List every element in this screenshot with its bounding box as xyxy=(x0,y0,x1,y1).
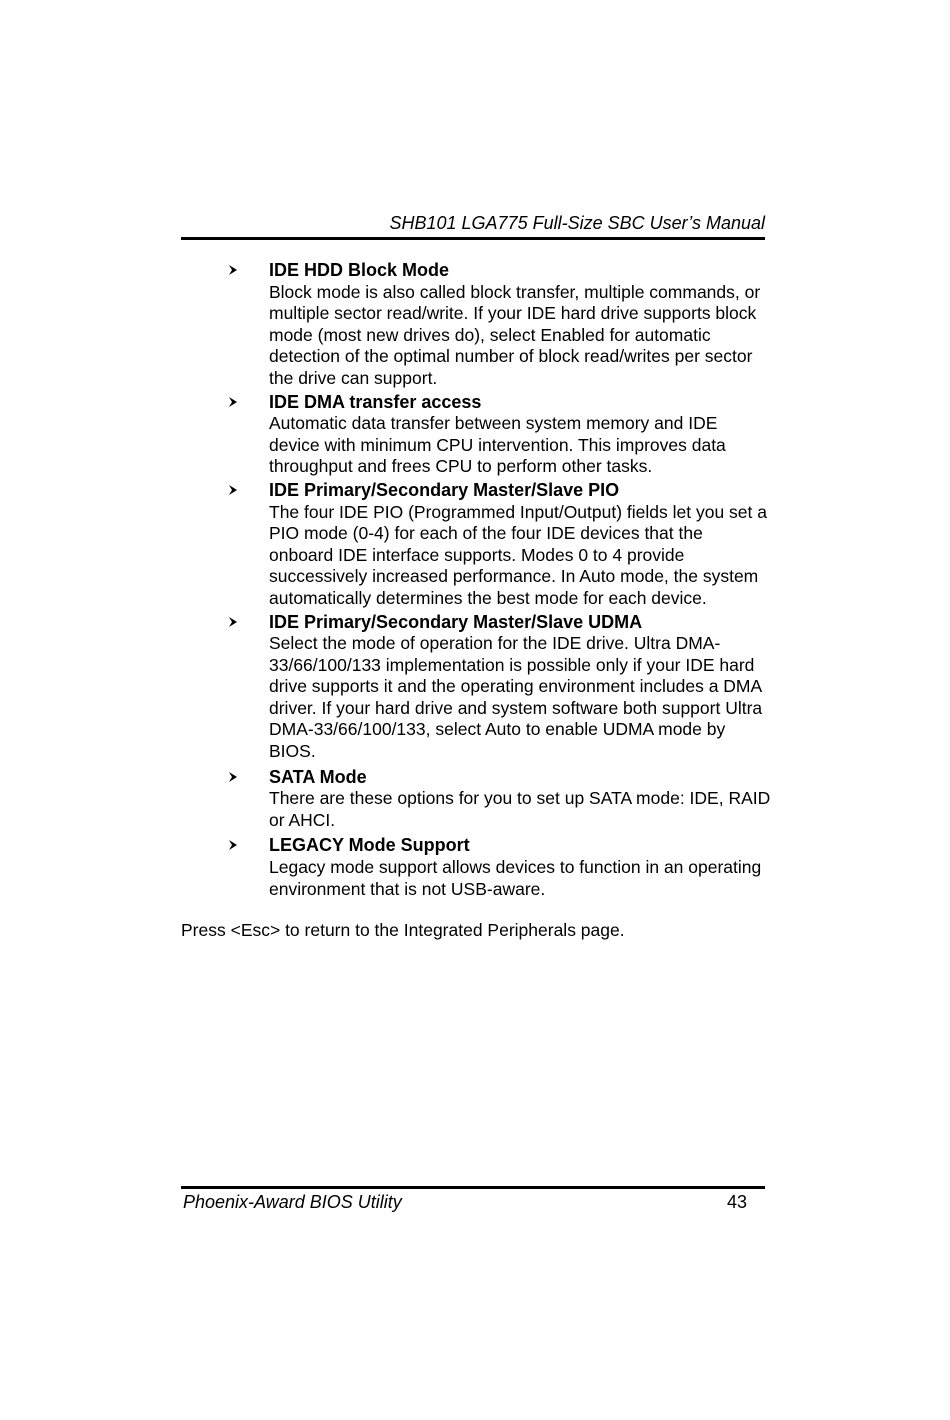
arrowhead-bullet-icon xyxy=(227,614,239,630)
item-description: Automatic data transfer between system memory and IDE device with minimum CPU intervention. This improves data throughput and frees CPU to perform other tasks. xyxy=(269,413,726,477)
arrowhead-bullet-icon xyxy=(227,262,239,278)
item-title: IDE Primary/Secondary Master/Slave UDMA xyxy=(269,611,643,632)
item-description: Select the mode of operation for the IDE drive. Ultra DMA-33/66/100/133 implementation is possible only if your IDE hard drive supports it and the operating environment includes a DMA driver. If your hard drive and system software both support Ultra DMA-33/66/100/133, select Auto to enable UDMA mode by BIOS. xyxy=(269,633,763,762)
item-title: LEGACY Mode Support xyxy=(269,835,470,856)
page-number: 43 xyxy=(726,1192,747,1212)
page-content xyxy=(181,260,771,942)
page-header xyxy=(181,212,765,240)
item-title: IDE DMA transfer access xyxy=(269,391,482,412)
arrowhead-bullet-icon xyxy=(227,837,239,853)
section-ide-pio xyxy=(181,480,771,610)
arrowhead-bullet-icon xyxy=(227,482,239,498)
item-title: IDE Primary/Secondary Master/Slave PIO xyxy=(269,479,620,500)
footer-title: Phoenix-Award BIOS Utility xyxy=(183,1192,402,1212)
arrowhead-bullet-icon xyxy=(227,769,239,785)
navigation-note: Press <Esc> to return to the Integrated Peripherals page. xyxy=(181,920,625,941)
item-description: The four IDE PIO (Programmed Input/Output) fields let you set a PIO mode (0-4) for each of the four IDE devices that the onboard IDE interface supports. Modes 0 to 4 provide successively increased performance. In Auto mode, the system automatically determines the best mode for each device. xyxy=(269,501,767,608)
arrowhead-bullet-icon xyxy=(227,394,239,410)
section-ide-dma-transfer-access xyxy=(181,392,771,478)
page-footer xyxy=(181,1186,765,1215)
item-title: IDE HDD Block Mode xyxy=(269,260,450,280)
section-legacy-mode-support xyxy=(181,835,771,900)
item-description: Legacy mode support allows devices to function in an operating environment that is not USB-aware. xyxy=(269,857,762,899)
item-description: There are these options for you to set up SATA mode: IDE, RAID or AHCI. xyxy=(269,788,771,830)
section-ide-hdd-block-mode xyxy=(181,260,771,390)
item-description: Block mode is also called block transfer, multiple commands, or multiple sector read/write. If your IDE hard drive supports block mode (most new drives do), select Enabled for automatic detection of the optimal number of block read/writes per sector the drive can support. xyxy=(269,281,761,388)
item-title: SATA Mode xyxy=(269,766,367,787)
section-ide-udma xyxy=(181,612,771,763)
section-sata-mode xyxy=(181,767,771,832)
manual-title: SHB101 LGA775 Full-Size SBC User’s Manual xyxy=(389,213,765,233)
